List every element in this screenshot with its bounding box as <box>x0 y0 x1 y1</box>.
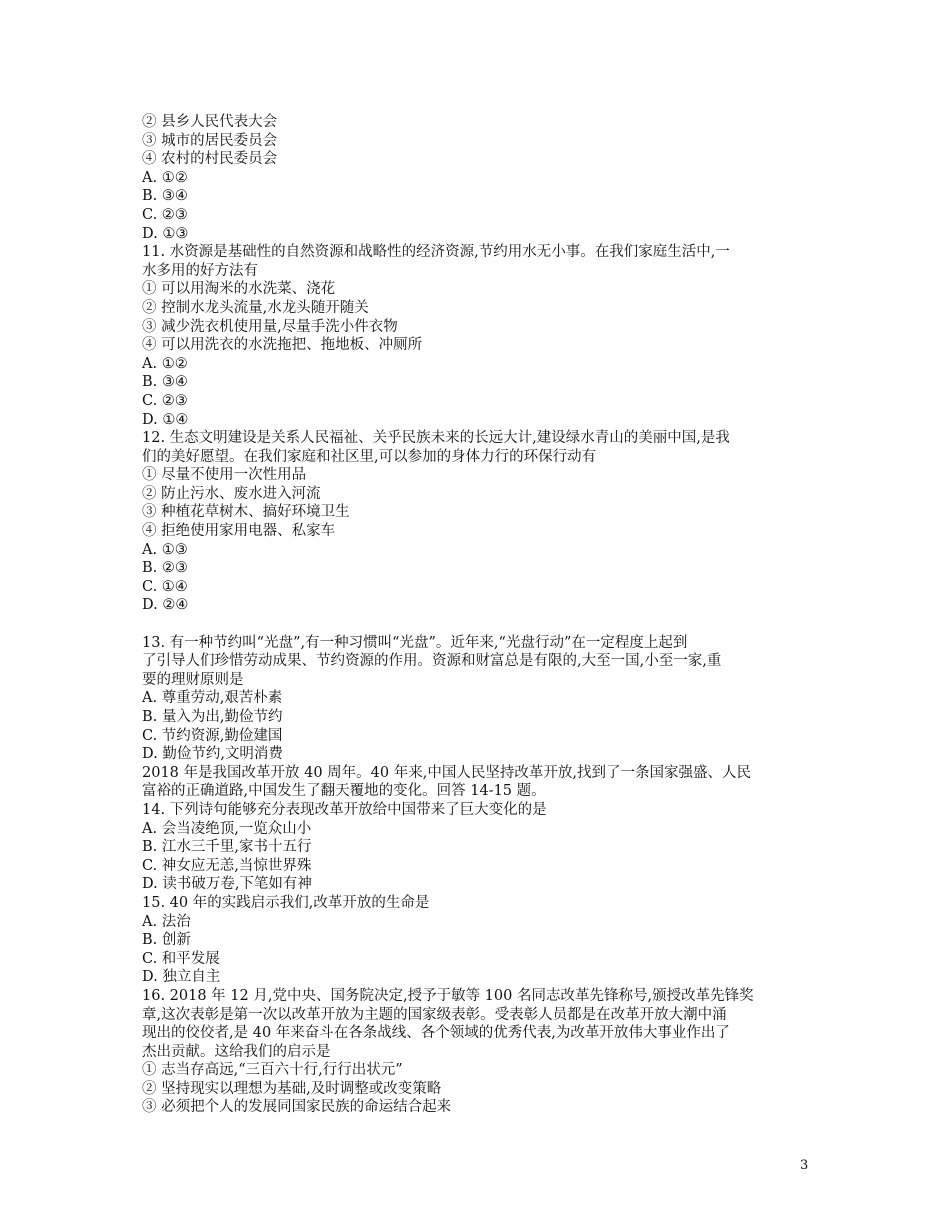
text-line: D. 勤俭节约,文明消费 <box>142 746 283 763</box>
text-line: ② 坚持现实以理想为基础,及时调整或改变策略 <box>142 1080 442 1097</box>
text-line: B. 江水三千里,家书十五行 <box>142 839 312 856</box>
text-line: A. ①③ <box>142 541 188 558</box>
text-line: 11. 水资源是基础性的自然资源和战略性的经济资源,节约用水无小事。在我们家庭生活中,一 <box>142 244 730 261</box>
text-line: 章,这次表彰是第一次以改革开放为主题的国家级表彰。受表彰人员都是在改革开放大潮中涌 <box>142 1006 727 1023</box>
text-line: 13. 有一种节约叫“光盘”,有一种习惯叫“光盘”。近年来,“光盘行动”在一定程度上起到 <box>142 634 688 651</box>
text-line: D. ①④ <box>142 411 189 428</box>
text-line: A. 尊重劳动,艰苦朴素 <box>142 690 283 707</box>
text-line: ② 防止污水、废水进入河流 <box>142 485 321 502</box>
text-line: 12. 生态文明建设是关系人民福祉、关乎民族未来的长远大计,建设绿水青山的美丽中国,是我 <box>142 430 730 447</box>
text-line: C. ②③ <box>142 206 188 223</box>
text-line: ① 尽量不使用一次性用品 <box>142 467 307 484</box>
text-line: 杰出贡献。这给我们的启示是 <box>142 1043 331 1060</box>
text-line: C. 和平发展 <box>142 950 220 967</box>
text-line: A. 法治 <box>142 913 191 930</box>
text-line: ④ 可以用洗衣的水洗拖把、拖地板、冲厕所 <box>142 337 423 354</box>
text-line: 们的美好愿望。在我们家庭和社区里,可以参加的身体力行的环保行动有 <box>142 448 597 465</box>
text-line: ① 可以用淘米的水洗菜、浇花 <box>142 281 336 298</box>
text-line: C. 神女应无恙,当惊世界殊 <box>142 857 312 874</box>
text-line: A. ①② <box>142 169 188 186</box>
text-line: D. ②④ <box>142 597 189 614</box>
text-line: ③ 减少洗衣机使用量,尽量手洗小件衣物 <box>142 318 398 335</box>
text-line: B. 量入为出,勤俭节约 <box>142 709 283 725</box>
text-line: ③ 种植花草树木、搞好环境卫生 <box>142 504 350 521</box>
text-line: A. ①② <box>142 355 188 372</box>
text-line: B. ③④ <box>142 374 188 391</box>
text-line: 15. 40 年的实践启示我们,改革开放的生命是 <box>142 894 430 911</box>
text-line: 了引导人们珍惜劳动成果、节约资源的作用。资源和财富总是有限的,大至一国,小至一家,重 <box>142 653 722 670</box>
text-line: D. ①③ <box>142 225 189 242</box>
text-line: 水多用的好方法有 <box>142 262 258 279</box>
text-line: 富裕的正确道路,中国发生了翻天覆地的变化。回答 14-15 题。 <box>142 783 546 800</box>
text-line: C. ②③ <box>142 392 188 409</box>
text-line: 要的理财原则是 <box>142 671 244 688</box>
text-line: 2018 年是我国改革开放 40 周年。40 年来,中国人民坚持改革开放,找到了一条国家强盛、人民 <box>142 764 751 781</box>
text-line: C. 节约资源,勤俭建国 <box>142 727 283 744</box>
text-line: ③ 必须把个人的发展同国家民族的命运结合起来 <box>142 1099 452 1116</box>
text-line: ② 县乡人民代表大会 <box>142 114 278 130</box>
text-line: B. 创新 <box>142 932 191 949</box>
text-line: D. 读书破万卷,下笔如有神 <box>142 876 312 893</box>
text-line: B. ③④ <box>142 188 188 205</box>
text-line: ① 志当存高远,“三百六十行,行行出状元” <box>142 1062 403 1079</box>
document-body <box>142 113 810 1117</box>
text-line: ② 控制水龙头流量,水龙头随开随关 <box>142 299 369 316</box>
text-line: D. 独立自主 <box>142 969 221 986</box>
text-line: C. ①④ <box>142 578 188 595</box>
text-line: ④ 农村的村民委员会 <box>142 151 278 168</box>
text-line: B. ②③ <box>142 560 188 577</box>
text-line: 14. 下列诗句能够充分表现改革开放给中国带来了巨大变化的是 <box>142 801 547 818</box>
text-line: 16. 2018 年 12 月,党中央、国务院决定,授予于敏等 100 名同志改革先锋称号,颁授改革先锋奖 <box>142 987 754 1004</box>
text-line: 现出的佼佼者,是 40 年来奋斗在各条战线、各个领域的优秀代表,为改革开放伟大事业作出了 <box>142 1025 730 1042</box>
text-line: ③ 城市的居民委员会 <box>142 132 278 149</box>
text-line: A. 会当凌绝顶,一览众山小 <box>142 820 312 837</box>
page-number: 3 <box>800 1158 809 1173</box>
text-line: ④ 拒绝使用家用电器、私家车 <box>142 523 336 540</box>
blank-line <box>142 615 810 634</box>
